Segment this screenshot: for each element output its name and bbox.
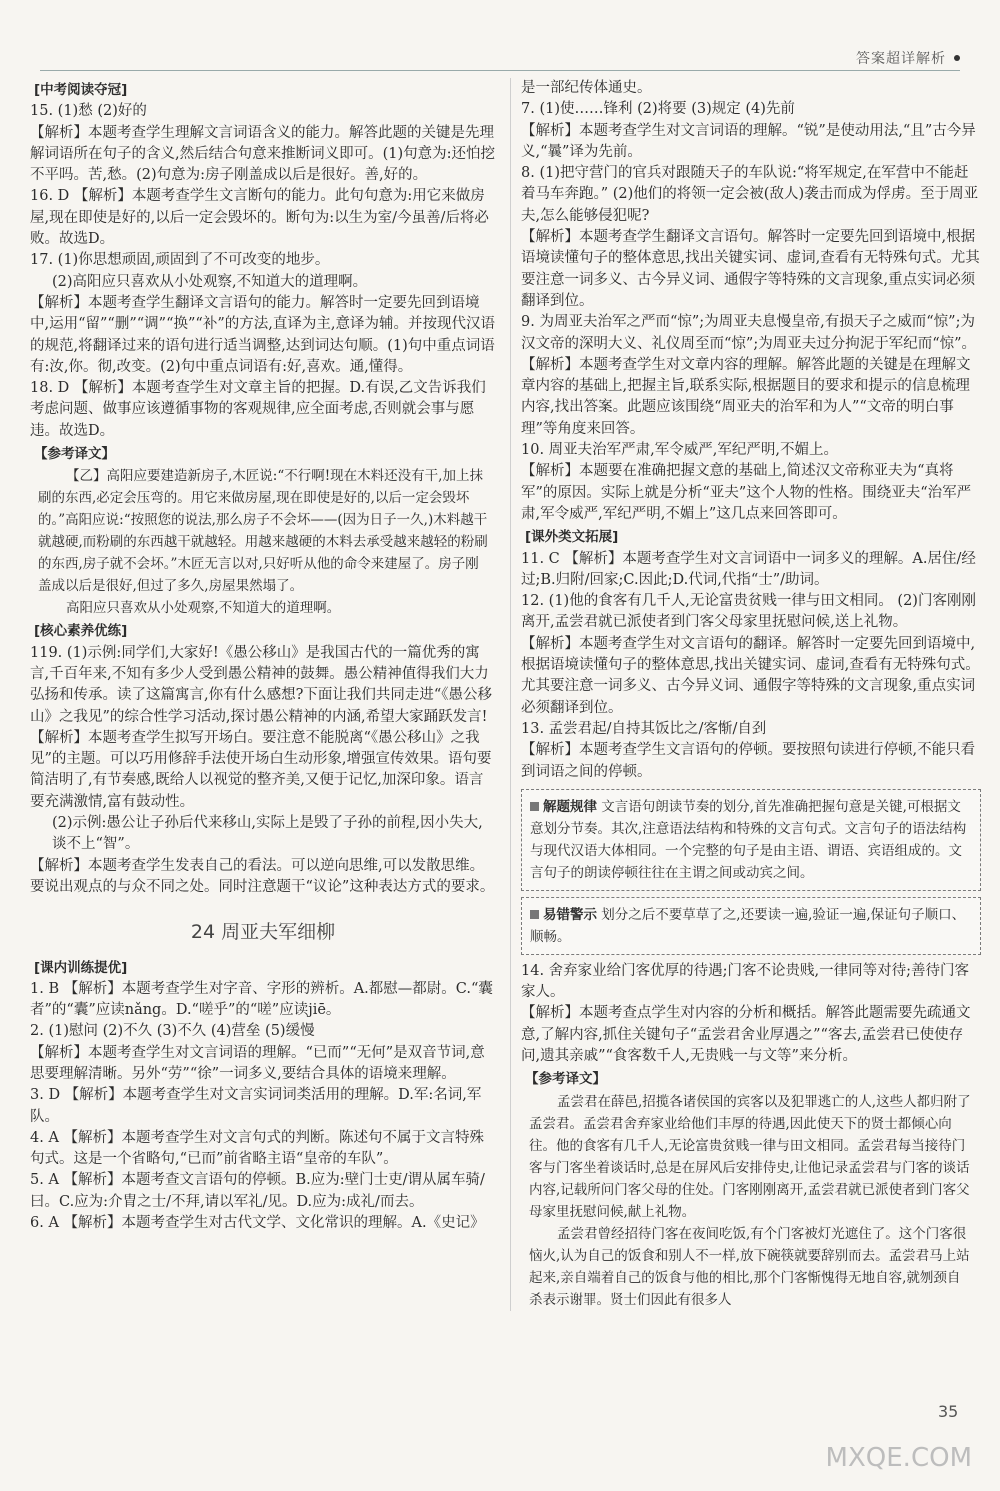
translation-paragraph: 【乙】高阳应要建造新房子,木匠说:“不行啊!现在木料还没有干,加上抹刷的东西,必定会压弯的。用它来做房屋,现在即使是好的,以后一定会毁坏的。”高阳应说:“按照您的说法,那么房子不会坏——(因为日子一久,)木料越干就越硬,而粉刷的东西越干就越轻。用越来越硬的木料去承受越来越轻的粉刷的东西,房子就不会坏。”木匠无言以对,只好听从他的命令来建屋了。房子刚盖成以后是很好,但过了多久,房屋果然塌了。 bbox=[38, 468, 488, 595]
answer-paragraph: 【解析】本题考查点学生对内容的分析和概括。解答此题需要先疏通文意,了解内容,抓住关键句子“孟尝君舍业厚遇之”“客去,孟尝君已使使存问,遗其亲戚”“食客数千人,无贵贱一与文等”来分析。 bbox=[521, 1005, 971, 1064]
answer-paragraph: 16. D 【解析】本题考查学生文言断句的能力。此句句意为:用它来做房屋,现在即使是好的,以后一定会毁坏的。断句为:以生为室/今虽善/后将必败。故选D。 bbox=[30, 188, 489, 248]
square-icon bbox=[530, 910, 539, 919]
section-heading: 【参考译文】 bbox=[525, 1071, 606, 1088]
translation-paragraph: 孟尝君曾经招待门客在夜间吃饭,有个门客被灯光遮住了。这个门客很恼火,认为自己的饭食和别人不一样,放下碗筷就要辞别而去。孟尝君马上站起来,亲自端着自己的饭食与他的相比,那个门客惭愧得无地自容,就刎颈自杀表示谢罪。贤士们因此有很多人 bbox=[529, 1225, 970, 1308]
section-heading: [课外类文拓展] bbox=[525, 529, 619, 546]
page-number: 35 bbox=[938, 1402, 959, 1421]
answer-paragraph: 4. A 【解析】本题考查学生对文言句式的判断。陈述句不属于文言特殊句式。这是一个省略句,“已而”前省略主语“皇帝的车队”。 bbox=[30, 1129, 485, 1168]
section-heading: [核心素养优练] bbox=[34, 623, 128, 640]
tip-text: 划分之后不要草草了之,还要读一遍,验证一遍,保证句子顺口、顺畅。 bbox=[530, 906, 966, 945]
tip-text: 文言语句朗读节奏的划分,首先准确把握句意是关键,可根据文意划分节奏。其次,注意语法结构和特殊的文言句式。文言句子的语法结构与现代汉语大体相同。一个完整的句子是由主语、谓语、宾语组成的。文言句子的朗读停顿往往在主谓之间或动宾之间。 bbox=[530, 798, 967, 881]
answer-paragraph: 8. (1)把守营门的官兵对跟随天子的车队说:“将军规定,在军营中不能赶着马车奔跑。” (2)他们的将领一定会被(敌人)袭击而成为俘虏。至于周亚夫,怎么能够侵犯呢? bbox=[521, 165, 979, 224]
answer-paragraph: 18. D 【解析】本题考查学生对文章主旨的把握。D.有误,乙文告诉我们考虑问题、做事应该遵循事物的客观规律,应全面考虑,否则就会事与愿违。故选D。 bbox=[30, 380, 486, 439]
answer-paragraph: 【解析】本题考查学生发表自己的看法。可以逆向思维,可以发散思维。要说出观点的与众不同之处。同时注意题干“议论”这种表达方式的要求。 bbox=[30, 857, 495, 895]
header-title: 答案超详解析 bbox=[856, 51, 946, 67]
answer-paragraph: 13. 孟尝君起/自持其饭比之/客惭/自刭 bbox=[521, 720, 767, 737]
answer-paragraph: 12. (1)他的食客有几千人,无论富贵贫贱一律与田文相同。 (2)门客刚刚离开,孟尝君就已派使者到门客父母家里抚慰问候,送上礼物。 bbox=[521, 593, 976, 631]
page-header bbox=[40, 44, 960, 71]
header-dot-icon bbox=[954, 55, 960, 61]
lesson-title: 24 周亚夫军细柳 bbox=[190, 921, 336, 944]
answer-paragraph: 7. (1)使……锋利 (2)将要 (3)规定 (4)先前 bbox=[521, 101, 795, 118]
answer-paragraph: 【解析】本题考查学生理解文言词语含义的能力。解答此题的关键是先理解词语所在句子的含义,然后结合句意来推断词义即可。(1)句意为:还怕挖不平吗。苦,愁。(2)句意为:房子刚盖成以后是很好。善,好的。 bbox=[30, 124, 496, 184]
answer-paragraph: 14. 舍弃家业给门客优厚的待遇;门客不论贵贱,一律同等对待;善待门客家人。 bbox=[521, 962, 970, 1001]
left-column bbox=[30, 78, 496, 1234]
translation-paragraph: 高阳应只喜欢从小处观察,不知道大的道理啊。 bbox=[66, 600, 341, 617]
answer-paragraph: (2)示例:愚公让子孙后代来移山,实际上是毁了子孙的前程,因小失大,谈不上“智”。 bbox=[52, 815, 483, 853]
answer-paragraph: 6. A 【解析】本题考查学生对古代文学、文化常识的理解。A.《史记》 bbox=[30, 1215, 485, 1232]
tip-box bbox=[521, 789, 981, 891]
answer-paragraph: 2. (1)慰问 (2)不久 (3)不久 (4)营垒 (5)缓慢 bbox=[30, 1023, 315, 1040]
answer-paragraph: 是一部纪传体通史。 bbox=[521, 80, 652, 96]
answer-paragraph: 9. 为周亚夫治军之严而“惊”;为周亚夫息慢皇帝,有损天子之威而“惊”;为汉文帝的深明大义、礼仪周至而“惊”;为周亚夫过分拘泥于军纪而“惊”。 bbox=[521, 314, 977, 352]
answer-paragraph: 17. (1)你思想顽固,顽固到了不可改变的地步。 bbox=[30, 252, 330, 269]
answer-paragraph: 5. A 【解析】本题考查文言语句的停顿。B.应为:壁门士吏/谓从属车骑/曰。C.应为:介胄之士/不拜,请以军礼/见。D.应为:成礼/而去。 bbox=[30, 1172, 485, 1210]
tip-label: 解题规律 bbox=[543, 798, 597, 815]
answer-paragraph: 【解析】本题考查学生拟写开场白。要注意不能脱离“《愚公移山》之我见”的主题。可以巧用修辞手法使开场白生动形象,增强宣传效果。语句要简洁明了,有节奏感,既给人以视觉的整齐美,又便于记忆,加深印象。语言要充满激情,富有鼓动性。 bbox=[30, 729, 492, 810]
section-heading: [课内训练提优] bbox=[34, 959, 128, 976]
tip-box bbox=[521, 897, 981, 955]
section-heading: [中考阅读夺冠] bbox=[34, 82, 128, 98]
answer-paragraph: 10. 周亚夫治军严肃,军令威严,军纪严明,不媚上。 bbox=[521, 442, 838, 459]
answer-paragraph: 【解析】本题考查学生对文言语句的翻译。解答时一定要先回到语境中,根据语境读懂句子的整体意思,找出关键实词、虚词,查看有无特殊句式。尤其要注意一词多义、古今异义词、通假字等特殊的文言现象,重点实词必须翻译到位。 bbox=[521, 635, 980, 716]
answer-paragraph: 【解析】本题考查学生翻译文言语句。解答时一定要先回到语境中,根据语境读懂句子的整体意思,找出关键实词、虚词,查看有无特殊句式。尤其要注意一词多义、古今异义词、通假字等特殊的文言现象,重点实词必须翻译到位。 bbox=[521, 229, 980, 309]
right-column bbox=[510, 78, 981, 1311]
answer-paragraph: 【解析】本题考查学生翻译文言语句的能力。解答时一定要先回到语境中,运用“留”“删”“调”“换”“补”的方法,直译为主,意译为辅。并按现代汉语的规范,将翻译过来的语句进行适当调整,达到词达句顺。(1)句中重点词语有:汝,你。彻,改变。(2)句中重点词语有:好,喜欢。通,懂得。 bbox=[30, 294, 495, 375]
answer-paragraph: (2)高阳应只喜欢从小处观察,不知道大的道理啊。 bbox=[52, 273, 368, 290]
answer-paragraph: 3. D 【解析】本题考查学生对文言实词词类活用的理解。D.军:名词,军队。 bbox=[30, 1087, 482, 1125]
answer-paragraph: 119. (1)示例:同学们,大家好!《愚公移山》是我国古代的一篇优秀的寓言,千百年来,不知有多少人受到愚公精神的鼓舞。愚公精神值得我们大力弘扬和传承。读了这篇寓言,你有什么感想?下面让我们共同走进“《愚公移山》之我见”的综合性学习活动,探讨愚公精神的内涵,希望大家踊跃发言! bbox=[30, 644, 493, 725]
section-heading: 【参考译文】 bbox=[34, 446, 115, 463]
answer-paragraph: 【解析】本题考查学生对文言词语的理解。“已而”“无何”是双音节词,意思要理解清晰。另外“劳”“徐”一词多义,要结合具体的语境来理解。 bbox=[30, 1044, 485, 1082]
answer-paragraph: 15. (1)愁 (2)好的 bbox=[30, 103, 147, 120]
square-icon bbox=[530, 802, 539, 811]
answer-paragraph: 【解析】本题考查学生对文言词语的理解。“锐”是使动用法,“且”古今异义,“曩”译为先前。 bbox=[521, 122, 976, 160]
translation-paragraph: 孟尝君在薛邑,招揽各诸侯国的宾客以及犯罪逃亡的人,这些人都归附了孟尝君。孟尝君舍弃家业给他们丰厚的待遇,因此使天下的贤士都倾心向往。他的食客有几千人,无论富贵贫贱一律与田文相同。孟尝君每当接待门客与门客坐着谈话时,总是在屏风后安排侍史,让他记录孟尝君与门客的谈话内容,记载所问门客父母的住处。门客刚刚离开,孟尝君就已派使者到门客父母家里抚慰问候,献上礼物。 bbox=[529, 1093, 971, 1220]
answer-paragraph: 【解析】本题考查学生对文章内容的理解。解答此题的关键是在理解文章内容的基础上,把握主旨,联系实际,根据题目的要求和提示的信息梳理内容,找出答案。此题应该围绕“周亚夫的治军和为人”“文帝的明白事理”等角度来回答。 bbox=[521, 356, 971, 437]
answer-paragraph: 【解析】本题考查学生文言语句的停顿。要按照句读进行停顿,不能只看到词语之间的停顿。 bbox=[521, 742, 976, 780]
answer-paragraph: 11. C 【解析】本题考查学生对文言词语中一词多义的理解。A.居住/经过;B.归附/回家;C.因此;D.代词,代指“士”/助词。 bbox=[521, 550, 976, 588]
watermark: MXQE.COM bbox=[825, 1443, 972, 1473]
tip-label: 易错警示 bbox=[543, 906, 597, 923]
answer-paragraph: 【解析】本题要在准确把握文意的基础上,简述汉文帝称亚夫为“真将军”的原因。实际上就是分析“亚夫”这个人物的性格。围绕亚夫“治军严肃,军令威严,军纪严明,不媚上”这几点来回答即可。 bbox=[521, 463, 972, 522]
answer-paragraph: 1. B 【解析】本题考查学生对字音、字形的辨析。A.都慰—都尉。C.“囊者”的“囊”应读nǎng。D.“嗟乎”的“嗟”应读jiē。 bbox=[30, 980, 493, 1019]
